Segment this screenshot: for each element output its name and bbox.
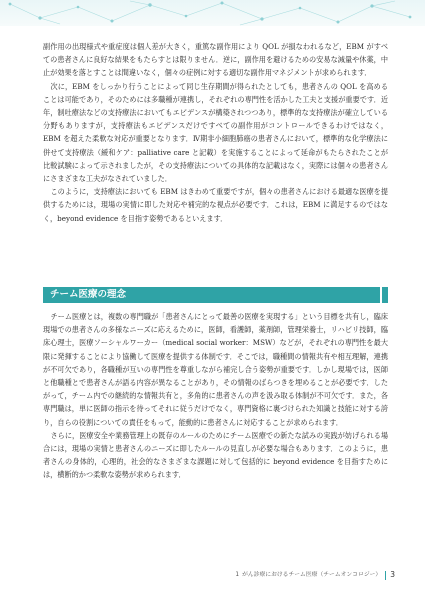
paragraph: このように，支持療法においても EBM はきわめて重要ですが，個々の患者さんにおける最適な医療を提供するためには，現場の実情に即した対応や補完的な視点が必要です．これは，EBM に満足するのではなく，beyond evidence を目指す姿勢であるといえます． xyxy=(43,187,388,223)
paragraph: 次に，EBM をしっかり行うことによって同じ生存期間が得られたとしても，患者さんの QOL を高めることは可能であり，そのためには多職種が連携し，それぞれの専門性を活かした工夫と支援が重要です．近年，制吐療法などの支持療法においてもエビデンスが構築されつつあり，標準的な支持療法が確立している分野もありますが，支持療法もエビデンスだけですべての副作用がコントロールできるわけではなく，EBM を超えた柔軟な対応が重要となります．Ⅳ期非小細胞肺癌の患者さんにおいて，標準的な化学療法に併せて支持療法（緩和ケア：palliative care と記載）を実施することによって延命がもたらされたことが比較試験によって示されましたが，その支持療法についての具体的な記載はなく，実際には個々の患者さんにさまざまな工夫がなされていました． xyxy=(43,81,388,184)
network-pattern-graphic xyxy=(0,0,425,26)
chapter-number: 1 xyxy=(235,572,240,578)
body-text-top xyxy=(43,40,388,225)
page-footer xyxy=(235,570,395,580)
paragraph: さらに，医療安全や業務管理上の既存のルールのためにチーム医療での新たな試みの実践が妨げられる場合には，現場の実情と患者さんのニーズに即したルールの見直しが必要な場合もあります．このように，患者さんの身体的，心理的，社会的なさまざまな課題に対して包括的に beyond evidence を目指すためには，横断的かつ柔軟な姿勢が求められます． xyxy=(43,430,388,480)
section-heading: チーム医療の理念 xyxy=(50,289,127,300)
body-text-bottom xyxy=(43,310,388,482)
chapter-title: がん診療におけるチーム医療（チームオンコロジー） xyxy=(242,572,382,578)
section-heading-bar xyxy=(43,287,380,303)
header-decoration xyxy=(0,0,425,26)
page-number: 3 xyxy=(390,570,395,579)
paragraph: チーム医療とは，複数の専門職が「患者さんにとって最善の医療を実現する」という目標を共有し，臨床現場での患者さんの多様なニーズに応えるために，医師，看護師，薬剤師，管理栄養士，リハビリ技師，臨床心理士，医療ソーシャルワーカー（medical social worker：MSW）などが，それぞれの専門性を最大限に発揮することにより協働して医療を提供する体制です．そこでは，職種間の情報共有や相互理解，連携が不可欠であり，各職種が互いの専門性を尊重しながら補完し合う姿勢が重要です．しかし現場では，医師と他職種とで患者さんが語る内容が異なることがあり，その情報のばらつきを埋めることが必要です．したがって，チーム内での継続的な情報共有と，多角的に患者さんの声を汲み取る体制が不可欠です．また，各専門職は，単に医師の指示を待ってそれに従うだけでなく，専門資格に裏づけられた知識と技能に対する誇り，自らの役割についての責任をもって，能動的に患者さんに対応することが求められます． xyxy=(43,312,388,427)
paragraph: 副作用の出現様式や重症度は個人差が大きく，重篤な副作用により QOL が損なわれるなど，EBM がすべての患者さんに良好な結果をもたらすとは限りません．逆に，副作用を避けるための安易な減量や休薬，中止が効果を落とすことは間違いなく，個々の症例に対する適切な副作用マネジメントが求められます． xyxy=(43,42,388,78)
footer-divider xyxy=(385,571,386,580)
